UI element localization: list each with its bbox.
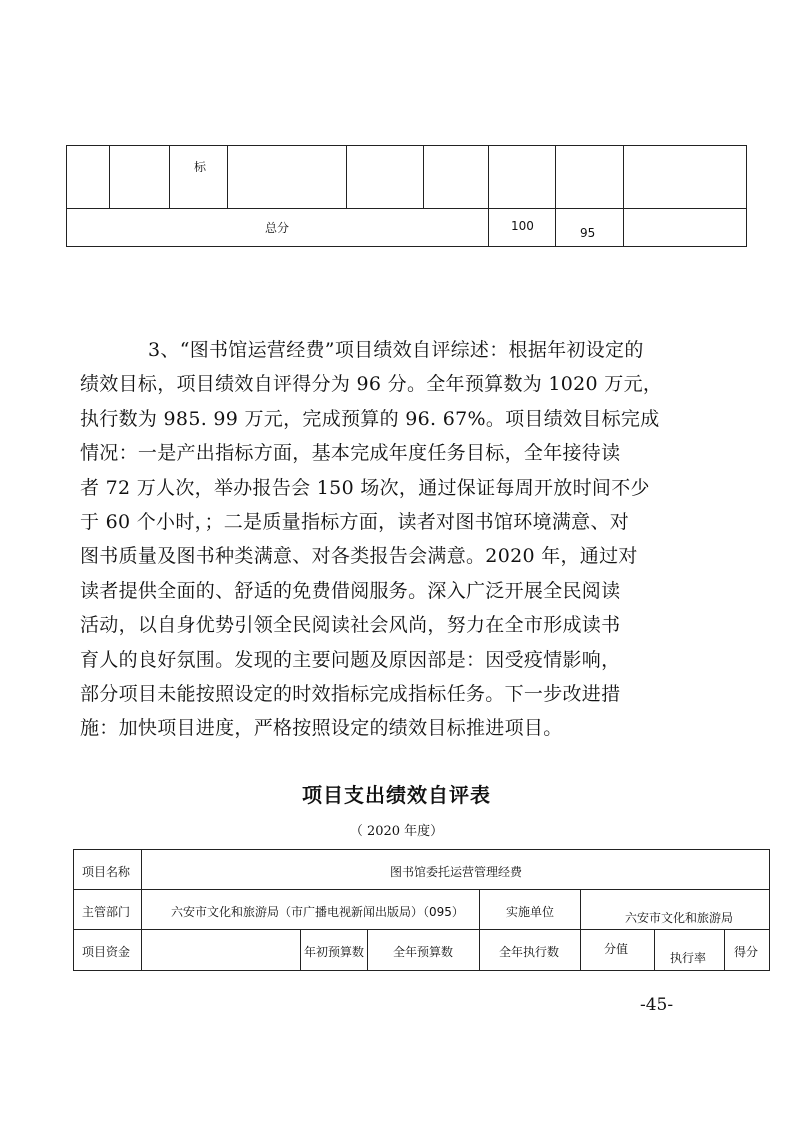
column-divider [169,146,170,208]
table-row [66,145,747,209]
execution-rate-header: 执行率 [670,951,707,965]
implementing-unit-label: 实施单位 [506,905,555,919]
column-divider [227,146,228,208]
column-divider [141,930,142,970]
project-expenditure-table [73,849,770,969]
column-divider [580,930,581,970]
paragraph-line: 施：加快项目进度，严格按照设定的绩效目标推进项目。 [80,717,563,740]
column-divider [346,146,347,208]
annual-execution-header: 全年执行数 [499,945,560,959]
paragraph-line: 部分项目未能按照设定的时效指标完成指标任务。下一步改进措 [80,682,621,705]
paragraph-line: 读者提供全面的、舒适的免费借阅服务。深入广泛开展全民阅读 [80,579,621,602]
implementing-unit-value: 六安市文化和旅游局 [625,911,734,925]
score-header: 得分 [734,945,759,959]
column-divider [555,146,556,208]
paragraph-line: 者 72 万人次，举办报告会 150 场次，通过保证每周开放时间不少 [80,476,650,499]
column-divider [479,890,480,930]
initial-budget-header: 年初预算数 [304,945,365,959]
table-row-project-name [73,849,770,890]
evaluation-summary-paragraph [80,333,720,746]
column-divider [367,930,368,970]
table-row-total [66,207,747,247]
project-name-label: 项目名称 [82,865,131,879]
paragraph-line: 活动，以自身优势引领全民阅读社会风尚，努力在全市形成读书 [80,614,621,637]
column-divider [488,207,489,246]
total-score-max: 100 [511,219,534,233]
performance-table-top [66,145,747,247]
project-name-value: 图书馆委托运营管理经费 [390,865,523,879]
paragraph-line: 图书质量及图书种类满意、对各类报告会满意。2020 年，通过对 [80,545,638,568]
column-divider [300,930,301,970]
column-divider [623,146,624,208]
score-value-header: 分值 [604,942,629,956]
column-divider [479,930,480,970]
column-divider [654,930,655,970]
column-divider [141,850,142,890]
paragraph-line: 育人的良好氛围。发现的主要问题及原因部是：因受疫情影响， [80,648,621,671]
paragraph-line: 绩效目标，项目绩效自评得分为 96 分。全年预算数为 1020 万元， [80,373,663,396]
department-label: 主管部门 [82,905,131,919]
form-title: 项目支出绩效自评表 [302,783,491,807]
column-divider [724,930,725,970]
paragraph-line: 情况：一是产出指标方面，基本完成年度任务目标，全年接待读 [80,442,621,465]
department-value: 六安市文化和旅游局（市广播电视新闻出版局）（095） [171,905,464,919]
annual-budget-header: 全年预算数 [393,945,454,959]
table-row-funds-header [73,929,770,971]
column-divider [109,146,110,208]
column-divider [141,890,142,930]
column-divider [555,207,556,246]
page-number: -45- [640,995,674,1015]
indicator-label-fragment: 标 [194,160,207,174]
project-funds-label: 项目资金 [82,945,131,959]
total-score-label: 总分 [265,221,290,235]
paragraph-line: 执行数为 985. 99 万元，完成预算的 96. 67%。项目绩效目标完成 [80,407,660,430]
column-divider [580,890,581,930]
table-row-department [73,889,770,930]
form-subtitle: （ 2020 年度） [349,824,444,839]
total-score-value: 95 [580,226,596,240]
column-divider [623,207,624,246]
paragraph-line: 于 60 个小时，；二是质量指标方面，读者对图书馆环境满意、对 [80,510,630,533]
column-divider [423,146,424,208]
column-divider [488,146,489,208]
paragraph-line: 3、“图书馆运营经费”项目绩效自评综述：根据年初设定的 [148,339,644,361]
